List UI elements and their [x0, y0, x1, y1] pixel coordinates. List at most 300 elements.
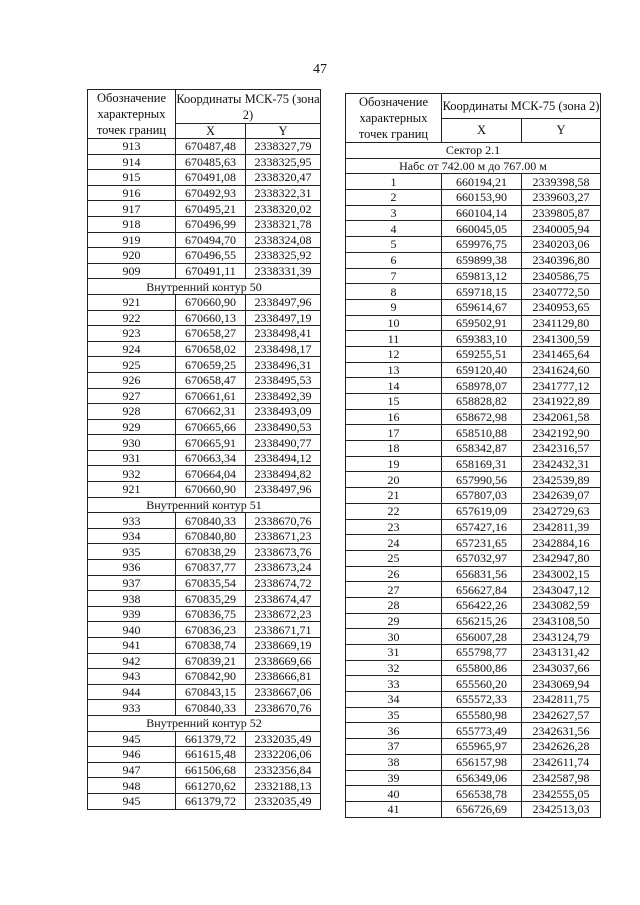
y-coordinate-cell: 2338672,23 [246, 606, 321, 622]
x-coordinate-cell: 670659,25 [176, 357, 246, 373]
point-number-cell: 12 [346, 346, 442, 362]
point-number-cell: 14 [346, 378, 442, 394]
table-row [346, 425, 601, 441]
table-row [346, 378, 601, 394]
table-header-row [88, 90, 321, 124]
y-coordinate-cell: 2340203,06 [522, 237, 601, 253]
table-row [346, 692, 601, 708]
table-row [346, 409, 601, 425]
y-coordinate-cell: 2340396,80 [522, 252, 601, 268]
point-number-cell: 945 [88, 793, 176, 809]
x-coordinate-cell: 659255,51 [442, 346, 522, 362]
y-coordinate-cell: 2338670,76 [246, 700, 321, 716]
y-coordinate-cell: 2338674,47 [246, 591, 321, 607]
y-coordinate-cell: 2338490,53 [246, 419, 321, 435]
x-coordinate-cell: 670665,91 [176, 435, 246, 451]
y-coordinate-cell: 2343124,79 [522, 629, 601, 645]
table-header-row [346, 94, 601, 119]
table-row [88, 357, 321, 373]
point-number-cell: 16 [346, 409, 442, 425]
point-number-cell: 18 [346, 441, 442, 457]
point-number-cell: 36 [346, 723, 442, 739]
x-coordinate-cell: 659813,12 [442, 268, 522, 284]
point-number-cell: 21 [346, 488, 442, 504]
y-coordinate-cell: 2338497,96 [246, 294, 321, 310]
table-row [346, 456, 601, 472]
point-number-cell: 4 [346, 221, 442, 237]
point-number-cell: 948 [88, 778, 176, 794]
table-row [88, 622, 321, 638]
point-number-cell: 6 [346, 252, 442, 268]
x-coordinate-cell: 659899,38 [442, 252, 522, 268]
y-coordinate-cell: 2338666,81 [246, 669, 321, 685]
x-coordinate-cell: 658978,07 [442, 378, 522, 394]
point-number-cell: 919 [88, 232, 176, 248]
table-row [346, 597, 601, 613]
x-coordinate-cell: 658828,82 [442, 394, 522, 410]
x-coordinate-cell: 670660,90 [176, 294, 246, 310]
point-number-cell: 38 [346, 754, 442, 770]
point-number-cell: 918 [88, 216, 176, 232]
table-row [88, 310, 321, 326]
table-row [88, 762, 321, 778]
table-row [88, 544, 321, 560]
table-row [88, 388, 321, 404]
table-row [88, 638, 321, 654]
section-row [346, 143, 601, 159]
section-title: Внутренний контур 51 [88, 497, 321, 513]
y-coordinate-cell: 2341777,12 [522, 378, 601, 394]
y-coordinate-cell: 2340772,50 [522, 284, 601, 300]
x-coordinate-cell: 670494,70 [176, 232, 246, 248]
x-coordinate-cell: 670835,54 [176, 575, 246, 591]
table-row [88, 372, 321, 388]
section-title: Внутренний контур 52 [88, 715, 321, 731]
point-number-cell: 915 [88, 170, 176, 186]
table-row [88, 669, 321, 685]
x-coordinate-cell: 657032,97 [442, 550, 522, 566]
x-coordinate-cell: 655773,49 [442, 723, 522, 739]
point-number-cell: 933 [88, 513, 176, 529]
table-body [88, 139, 321, 810]
table-row [88, 684, 321, 700]
point-number-cell: 936 [88, 560, 176, 576]
x-coordinate-cell: 670658,02 [176, 341, 246, 357]
y-coordinate-cell: 2339603,27 [522, 190, 601, 206]
y-coordinate-cell: 2338671,23 [246, 528, 321, 544]
x-coordinate-cell: 655798,77 [442, 645, 522, 661]
table-row [88, 419, 321, 435]
y-coordinate-cell: 2343069,94 [522, 676, 601, 692]
y-coordinate-cell: 2339398,58 [522, 174, 601, 190]
y-coordinate-cell: 2338331,39 [246, 263, 321, 279]
point-number-cell: 923 [88, 326, 176, 342]
point-designation-header: Обозначение характерных точек границ [346, 94, 442, 143]
x-coordinate-cell: 670661,61 [176, 388, 246, 404]
x-coordinate-cell: 670658,27 [176, 326, 246, 342]
y-coordinate-cell: 2332035,49 [246, 793, 321, 809]
x-coordinate-cell: 655965,97 [442, 739, 522, 755]
y-coordinate-cell: 2342631,56 [522, 723, 601, 739]
table-row [88, 653, 321, 669]
point-number-cell: 909 [88, 263, 176, 279]
y-coordinate-cell: 2342947,80 [522, 550, 601, 566]
point-number-cell: 940 [88, 622, 176, 638]
x-coordinate-cell: 655800,86 [442, 660, 522, 676]
point-number-cell: 33 [346, 676, 442, 692]
page-number: 47 [313, 62, 327, 77]
x-coordinate-cell: 661379,72 [176, 731, 246, 747]
x-coordinate-cell: 670836,75 [176, 606, 246, 622]
point-number-cell: 941 [88, 638, 176, 654]
point-number-cell: 25 [346, 550, 442, 566]
y-coordinate-cell: 2343002,15 [522, 566, 601, 582]
point-number-cell: 945 [88, 731, 176, 747]
table-row [88, 201, 321, 217]
x-coordinate-cell: 670662,31 [176, 404, 246, 420]
section-title: Сектор 2.1 [346, 143, 601, 159]
table-row [346, 786, 601, 802]
point-number-cell: 32 [346, 660, 442, 676]
x-coordinate-cell: 659976,75 [442, 237, 522, 253]
point-number-cell: 924 [88, 341, 176, 357]
table-row [346, 676, 601, 692]
x-coordinate-cell: 670492,93 [176, 185, 246, 201]
x-header: X [176, 124, 246, 139]
point-number-cell: 932 [88, 466, 176, 482]
table-row [88, 450, 321, 466]
y-coordinate-cell: 2338320,02 [246, 201, 321, 217]
x-coordinate-cell: 670658,47 [176, 372, 246, 388]
x-coordinate-cell: 670840,80 [176, 528, 246, 544]
x-coordinate-cell: 670837,77 [176, 560, 246, 576]
x-coordinate-cell: 657990,56 [442, 472, 522, 488]
x-coordinate-cell: 661615,48 [176, 747, 246, 763]
y-coordinate-cell: 2338667,06 [246, 684, 321, 700]
table-row [346, 174, 601, 190]
x-coordinate-cell: 657231,65 [442, 535, 522, 551]
table-row [346, 205, 601, 221]
x-coordinate-cell: 658342,87 [442, 441, 522, 457]
table-row [346, 707, 601, 723]
x-coordinate-cell: 670664,04 [176, 466, 246, 482]
x-coordinate-cell: 670495,21 [176, 201, 246, 217]
x-coordinate-cell: 670838,29 [176, 544, 246, 560]
y-coordinate-cell: 2338673,24 [246, 560, 321, 576]
x-coordinate-cell: 660194,21 [442, 174, 522, 190]
point-number-cell: 939 [88, 606, 176, 622]
y-coordinate-cell: 2342884,16 [522, 535, 601, 551]
point-number-cell: 11 [346, 331, 442, 347]
y-coordinate-cell: 2338321,78 [246, 216, 321, 232]
point-number-cell: 1 [346, 174, 442, 190]
point-number-cell: 943 [88, 669, 176, 685]
x-coordinate-cell: 655580,98 [442, 707, 522, 723]
x-coordinate-cell: 656349,06 [442, 770, 522, 786]
table-row [88, 263, 321, 279]
table-row [88, 185, 321, 201]
y-coordinate-cell: 2341922,89 [522, 394, 601, 410]
y-coordinate-cell: 2343047,12 [522, 582, 601, 598]
point-number-cell: 41 [346, 801, 442, 817]
table-row [88, 294, 321, 310]
y-coordinate-cell: 2338494,12 [246, 450, 321, 466]
y-coordinate-cell: 2341465,64 [522, 346, 601, 362]
y-coordinate-cell: 2338493,09 [246, 404, 321, 420]
table-row [88, 482, 321, 498]
y-coordinate-cell: 2340005,94 [522, 221, 601, 237]
y-coordinate-cell: 2338327,79 [246, 139, 321, 155]
point-number-cell: 9 [346, 299, 442, 315]
point-number-cell: 917 [88, 201, 176, 217]
point-number-cell: 933 [88, 700, 176, 716]
table-row [346, 394, 601, 410]
point-number-cell: 26 [346, 566, 442, 582]
table-row [346, 723, 601, 739]
table-row [88, 591, 321, 607]
point-number-cell: 10 [346, 315, 442, 331]
y-coordinate-cell: 2342316,57 [522, 441, 601, 457]
table-row [346, 472, 601, 488]
y-coordinate-cell: 2339805,87 [522, 205, 601, 221]
y-coordinate-cell: 2342587,98 [522, 770, 601, 786]
y-coordinate-cell: 2338490,77 [246, 435, 321, 451]
table-row [346, 801, 601, 817]
table-row [346, 629, 601, 645]
table-row [346, 346, 601, 362]
table-row [88, 170, 321, 186]
table-row [346, 221, 601, 237]
x-coordinate-cell: 656422,26 [442, 597, 522, 613]
table-row [88, 560, 321, 576]
y-coordinate-cell: 2332206,06 [246, 747, 321, 763]
point-number-cell: 29 [346, 613, 442, 629]
table-row [88, 513, 321, 529]
table-row [346, 284, 601, 300]
section-row [88, 497, 321, 513]
y-coordinate-cell: 2342811,75 [522, 692, 601, 708]
x-coordinate-cell: 656726,69 [442, 801, 522, 817]
x-coordinate-cell: 661506,68 [176, 762, 246, 778]
x-coordinate-cell: 670496,55 [176, 248, 246, 264]
point-number-cell: 8 [346, 284, 442, 300]
y-coordinate-cell: 2338325,95 [246, 154, 321, 170]
table-row [88, 341, 321, 357]
point-number-cell: 934 [88, 528, 176, 544]
y-coordinate-cell: 2342432,31 [522, 456, 601, 472]
point-number-cell: 928 [88, 404, 176, 420]
x-coordinate-cell: 670840,33 [176, 513, 246, 529]
x-coordinate-cell: 670665,66 [176, 419, 246, 435]
x-coordinate-cell: 670663,34 [176, 450, 246, 466]
table-row [346, 613, 601, 629]
x-coordinate-cell: 670485,63 [176, 154, 246, 170]
table-row [88, 326, 321, 342]
table-row [88, 747, 321, 763]
y-coordinate-cell: 2343108,50 [522, 613, 601, 629]
y-coordinate-cell: 2342811,39 [522, 519, 601, 535]
point-number-cell: 2 [346, 190, 442, 206]
y-coordinate-cell: 2338496,31 [246, 357, 321, 373]
point-number-cell: 22 [346, 503, 442, 519]
table-row [346, 519, 601, 535]
point-number-cell: 40 [346, 786, 442, 802]
coordinates-header: Координаты МСК-75 (зона 2) [176, 90, 321, 124]
table-row [346, 754, 601, 770]
table-row [346, 190, 601, 206]
x-coordinate-cell: 670491,08 [176, 170, 246, 186]
y-coordinate-cell: 2343131,42 [522, 645, 601, 661]
table-row [346, 660, 601, 676]
x-coordinate-cell: 670843,15 [176, 684, 246, 700]
point-number-cell: 927 [88, 388, 176, 404]
point-number-cell: 19 [346, 456, 442, 472]
table-row [346, 645, 601, 661]
table-row [346, 582, 601, 598]
x-coordinate-cell: 659502,91 [442, 315, 522, 331]
y-coordinate-cell: 2342192,90 [522, 425, 601, 441]
y-coordinate-cell: 2338674,72 [246, 575, 321, 591]
point-number-cell: 5 [346, 237, 442, 253]
table-row [88, 778, 321, 794]
y-coordinate-cell: 2338324,08 [246, 232, 321, 248]
point-number-cell: 7 [346, 268, 442, 284]
point-number-cell: 17 [346, 425, 442, 441]
x-coordinate-cell: 670838,74 [176, 638, 246, 654]
table-row [88, 466, 321, 482]
point-number-cell: 35 [346, 707, 442, 723]
point-number-cell: 947 [88, 762, 176, 778]
point-number-cell: 3 [346, 205, 442, 221]
table-row [88, 700, 321, 716]
point-number-cell: 929 [88, 419, 176, 435]
y-coordinate-cell: 2342627,57 [522, 707, 601, 723]
x-header: X [442, 119, 522, 143]
table-row [88, 575, 321, 591]
table-row [88, 404, 321, 420]
table-row [346, 550, 601, 566]
point-number-cell: 27 [346, 582, 442, 598]
point-number-cell: 916 [88, 185, 176, 201]
y-coordinate-cell: 2338492,39 [246, 388, 321, 404]
table-row [346, 566, 601, 582]
y-coordinate-cell: 2338497,19 [246, 310, 321, 326]
section-row [88, 279, 321, 295]
x-coordinate-cell: 656157,98 [442, 754, 522, 770]
x-coordinate-cell: 657807,03 [442, 488, 522, 504]
x-coordinate-cell: 658169,31 [442, 456, 522, 472]
coordinates-header: Координаты МСК-75 (зона 2) [442, 94, 601, 119]
x-coordinate-cell: 656627,84 [442, 582, 522, 598]
table-row [88, 139, 321, 155]
point-number-cell: 935 [88, 544, 176, 560]
table-row [88, 606, 321, 622]
y-coordinate-cell: 2341300,59 [522, 331, 601, 347]
x-coordinate-cell: 670842,90 [176, 669, 246, 685]
point-number-cell: 946 [88, 747, 176, 763]
x-coordinate-cell: 655560,20 [442, 676, 522, 692]
x-coordinate-cell: 670839,21 [176, 653, 246, 669]
coordinates-table-right [345, 93, 601, 818]
x-coordinate-cell: 661270,62 [176, 778, 246, 794]
table-row [346, 331, 601, 347]
point-number-cell: 914 [88, 154, 176, 170]
point-number-cell: 23 [346, 519, 442, 535]
x-coordinate-cell: 670491,11 [176, 263, 246, 279]
y-coordinate-cell: 2338670,76 [246, 513, 321, 529]
y-coordinate-cell: 2338325,92 [246, 248, 321, 264]
section-title: Набс от 742.00 м до 767.00 м [346, 158, 601, 174]
table-row [88, 248, 321, 264]
coordinates-table-left [87, 89, 321, 810]
x-coordinate-cell: 659120,40 [442, 362, 522, 378]
point-number-cell: 30 [346, 629, 442, 645]
point-number-cell: 37 [346, 739, 442, 755]
table-row [88, 154, 321, 170]
y-coordinate-cell: 2338495,53 [246, 372, 321, 388]
x-coordinate-cell: 659383,10 [442, 331, 522, 347]
table-row [346, 770, 601, 786]
point-number-cell: 922 [88, 310, 176, 326]
point-number-cell: 39 [346, 770, 442, 786]
point-number-cell: 921 [88, 294, 176, 310]
table-row [346, 268, 601, 284]
y-coordinate-cell: 2338498,41 [246, 326, 321, 342]
y-header: Y [246, 124, 321, 139]
table-row [346, 503, 601, 519]
table-row [346, 252, 601, 268]
y-coordinate-cell: 2342729,63 [522, 503, 601, 519]
y-coordinate-cell: 2342513,03 [522, 801, 601, 817]
x-coordinate-cell: 670496,99 [176, 216, 246, 232]
x-coordinate-cell: 656215,26 [442, 613, 522, 629]
y-coordinate-cell: 2343082,59 [522, 597, 601, 613]
y-coordinate-cell: 2338669,66 [246, 653, 321, 669]
y-coordinate-cell: 2338494,82 [246, 466, 321, 482]
table-row [88, 731, 321, 747]
x-coordinate-cell: 661379,72 [176, 793, 246, 809]
point-number-cell: 20 [346, 472, 442, 488]
point-number-cell: 925 [88, 357, 176, 373]
point-number-cell: 931 [88, 450, 176, 466]
table-row [346, 739, 601, 755]
point-number-cell: 944 [88, 684, 176, 700]
x-coordinate-cell: 670836,23 [176, 622, 246, 638]
point-number-cell: 921 [88, 482, 176, 498]
y-coordinate-cell: 2338671,71 [246, 622, 321, 638]
x-coordinate-cell: 660104,14 [442, 205, 522, 221]
point-number-cell: 926 [88, 372, 176, 388]
x-coordinate-cell: 656538,78 [442, 786, 522, 802]
y-coordinate-cell: 2341129,80 [522, 315, 601, 331]
section-title: Внутренний контур 50 [88, 279, 321, 295]
point-number-cell: 15 [346, 394, 442, 410]
point-number-cell: 28 [346, 597, 442, 613]
table-row [88, 232, 321, 248]
x-coordinate-cell: 660153,90 [442, 190, 522, 206]
y-coordinate-cell: 2340586,75 [522, 268, 601, 284]
point-designation-header: Обозначение характерных точек границ [88, 90, 176, 139]
table-row [346, 299, 601, 315]
table-row [346, 535, 601, 551]
y-coordinate-cell: 2332035,49 [246, 731, 321, 747]
x-coordinate-cell: 656007,28 [442, 629, 522, 645]
y-coordinate-cell: 2338498,17 [246, 341, 321, 357]
y-coordinate-cell: 2338669,19 [246, 638, 321, 654]
point-number-cell: 930 [88, 435, 176, 451]
y-coordinate-cell: 2342639,07 [522, 488, 601, 504]
x-coordinate-cell: 659614,67 [442, 299, 522, 315]
